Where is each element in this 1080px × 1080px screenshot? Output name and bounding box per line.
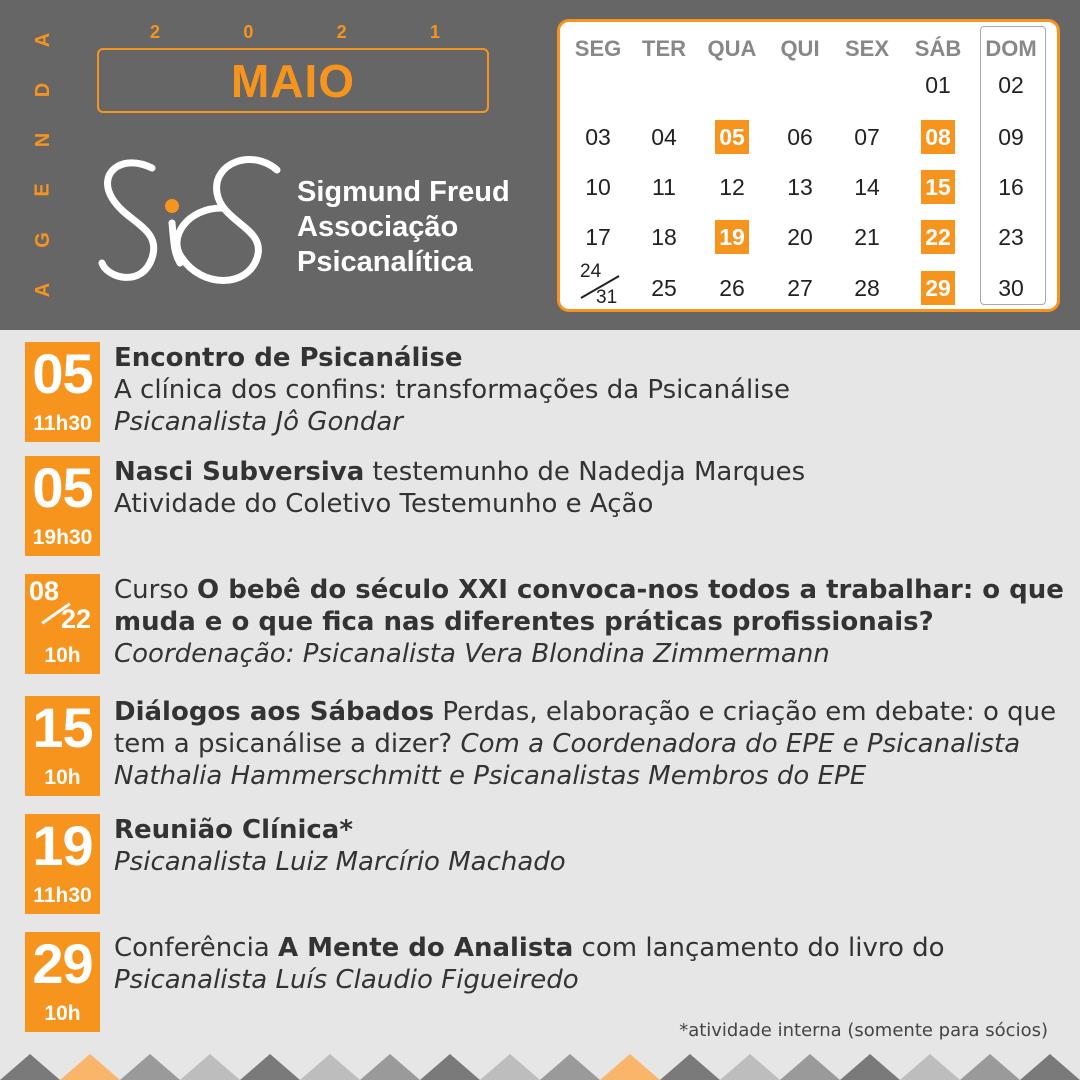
calendar-day (905, 120, 971, 154)
calendar-day-number: 01 (925, 72, 951, 98)
event-subtitle: Atividade do Coletivo Testemunho e Ação (114, 489, 654, 519)
year-digit: 2 (336, 22, 347, 42)
calendar-day (631, 271, 697, 305)
org-name-line: Associação (297, 211, 459, 243)
calendar-day-number: 06 (787, 124, 813, 150)
calendar-day (905, 170, 971, 204)
calendar-day-number: 02 (998, 72, 1024, 98)
month-title: MAIO (230, 54, 356, 107)
event-title: Diálogos aos Sábados (114, 697, 435, 727)
calendar-day (699, 271, 765, 305)
calendar-day-number: 20 (787, 224, 813, 250)
calendar-day (905, 220, 971, 254)
agenda-letter: A (31, 282, 54, 298)
calendar-day (767, 220, 833, 254)
event-title-rest: com lançamento do livro do (573, 933, 945, 963)
calendar-day (565, 170, 631, 204)
calendar-day (905, 68, 971, 102)
weekday-header: SEX (844, 36, 890, 61)
calendar-day-number: 13 (787, 174, 813, 200)
event-description (114, 696, 1064, 792)
calendar-day (565, 120, 631, 154)
calendar-day (834, 220, 900, 254)
event-speaker: Psicanalista Luiz Marcírio Machado (114, 847, 566, 877)
event-date-badge (25, 696, 100, 796)
event-day: 05 (32, 342, 93, 405)
split-date-bottom: 31 (596, 287, 618, 308)
event-prefix: Conferência (114, 933, 278, 963)
calendar-day (978, 68, 1044, 102)
event-description (114, 814, 1064, 878)
calendar-day-number: 16 (998, 174, 1024, 200)
event-time: 19h30 (32, 526, 93, 549)
event-title: Nasci Subversiva (114, 457, 365, 487)
calendar-day (767, 271, 833, 305)
calendar-day-highlighted: 22 (921, 220, 955, 254)
calendar-day (565, 220, 631, 254)
calendar-day-number: 10 (585, 174, 611, 200)
event-date-badge (25, 574, 100, 674)
calendar-day-number: 30 (998, 275, 1024, 301)
calendar-day-number: 09 (998, 124, 1024, 150)
event-prefix: Curso (114, 575, 198, 605)
agenda-letter: D (31, 82, 54, 98)
event-speaker: Psicanalista Jô Gondar (114, 407, 403, 437)
org-name-line: Sigmund Freud (297, 176, 510, 208)
event-time: 11h30 (33, 884, 92, 907)
event-description (114, 932, 1064, 996)
calendar-day (699, 170, 765, 204)
header-panel (0, 0, 1080, 330)
calendar-day-highlighted: 08 (921, 120, 955, 154)
calendar-day (631, 120, 697, 154)
event-day: 15 (32, 696, 93, 759)
calendar-day (699, 220, 765, 254)
calendar-day (978, 170, 1044, 204)
calendar-day-number: 11 (652, 174, 676, 200)
calendar-day-highlighted: 29 (921, 271, 955, 305)
year-label (150, 22, 440, 43)
event-date-badge (25, 932, 100, 1032)
calendar-day-number: 27 (787, 275, 813, 301)
event-title: O bebê do século XXI convoca-nos todos a trabalhar: o que muda e o que fica nas diferentes práticas profissionais? (114, 575, 1064, 637)
weekday-header: QUA (707, 36, 757, 61)
calendar-day (978, 120, 1044, 154)
event-speaker: Coordenação: Psicanalista Vera Blondina Zimmermann (114, 639, 830, 669)
agenda-letter: G (32, 232, 54, 248)
agenda-letter: N (31, 132, 54, 148)
calendar-day (978, 220, 1044, 254)
event-time: 10h (44, 766, 81, 789)
calendar-day-highlighted: 05 (715, 120, 749, 154)
event-description (114, 456, 1064, 520)
calendar-day (631, 170, 697, 204)
calendar-day (631, 220, 697, 254)
split-date-24-31 (576, 261, 626, 311)
year-digit: 1 (429, 22, 440, 42)
agenda-letter: A (31, 32, 54, 48)
event-time: 10h (44, 1002, 81, 1025)
event-time: 10h (44, 644, 81, 667)
event-title: A Mente do Analista (278, 933, 574, 963)
month-box (97, 48, 489, 113)
event-day-end: 22 (61, 604, 92, 634)
weekday-header: TER (642, 36, 686, 61)
org-name-line: Psicanalítica (297, 246, 473, 278)
calendar-day-number: 03 (585, 124, 611, 150)
event-speaker: Com a Coordenadora do EPE e Psicanalista Nathalia Hammerschmitt e Psicanalistas Membros do EPE (114, 729, 1021, 791)
event-description (114, 342, 1064, 438)
event-description (114, 574, 1064, 670)
weekday-header: SÁB (914, 36, 962, 61)
calendar-day-number: 28 (854, 275, 880, 301)
calendar-day-number: 07 (854, 124, 880, 150)
calendar-day (834, 271, 900, 305)
event-title-rest: Perdas, elaboração e criação em debate: o que tem a psicanálise a dizer? (114, 697, 1057, 759)
weekday-header: QUI (780, 36, 820, 61)
sif-monogram-logo-icon (92, 148, 292, 293)
calendar-day (699, 120, 765, 154)
decorative-triangle-strip (0, 1052, 1080, 1080)
calendar-day-highlighted: 15 (921, 170, 955, 204)
calendar-day-number: 18 (651, 224, 677, 250)
event-day: 29 (32, 932, 93, 995)
event-title-rest: testemunho de Nadedja Marques (364, 457, 806, 487)
event-time: 11h30 (33, 412, 92, 435)
calendar-day-highlighted: 19 (715, 220, 749, 254)
footnote: *atividade interna (somente para sócios) (679, 1020, 1048, 1041)
year-digit: 0 (243, 22, 254, 42)
calendar-day-number: 04 (651, 124, 677, 150)
calendar-day-number: 14 (854, 174, 880, 200)
calendar-day (834, 120, 900, 154)
calendar-day-number: 17 (585, 224, 611, 250)
event-day: 05 (32, 456, 93, 519)
calendar-day-number: 26 (719, 275, 745, 301)
agenda-vertical-label (28, 30, 58, 300)
calendar-day (978, 271, 1044, 305)
calendar-day-number: 12 (719, 174, 745, 200)
event-subtitle: A clínica dos confins: transformações da Psicanálise (114, 375, 791, 405)
split-date-top: 24 (580, 261, 602, 282)
calendar-day-number: 23 (998, 224, 1024, 250)
organization-name (297, 175, 510, 280)
agenda-letter: E (32, 183, 54, 197)
event-speaker: Psicanalista Luís Claudio Figueiredo (114, 965, 579, 995)
calendar-day-number: 21 (854, 224, 880, 250)
calendar-day (834, 170, 900, 204)
calendar-day (767, 170, 833, 204)
weekday-header: DOM (985, 36, 1037, 61)
calendar-day-number: 25 (651, 275, 677, 301)
weekday-header: SEG (574, 36, 622, 61)
event-date-badge (25, 456, 100, 556)
event-date-badge (25, 342, 100, 442)
year-digit: 2 (150, 22, 161, 42)
event-title: Encontro de Psicanálise (114, 343, 463, 373)
event-day-start: 08 (29, 576, 60, 606)
calendar-day (905, 271, 971, 305)
event-day: 19 (32, 814, 93, 877)
event-title: Reunião Clínica* (114, 815, 353, 845)
event-date-badge (25, 814, 100, 914)
month-calendar (557, 19, 1060, 312)
calendar-day (767, 120, 833, 154)
